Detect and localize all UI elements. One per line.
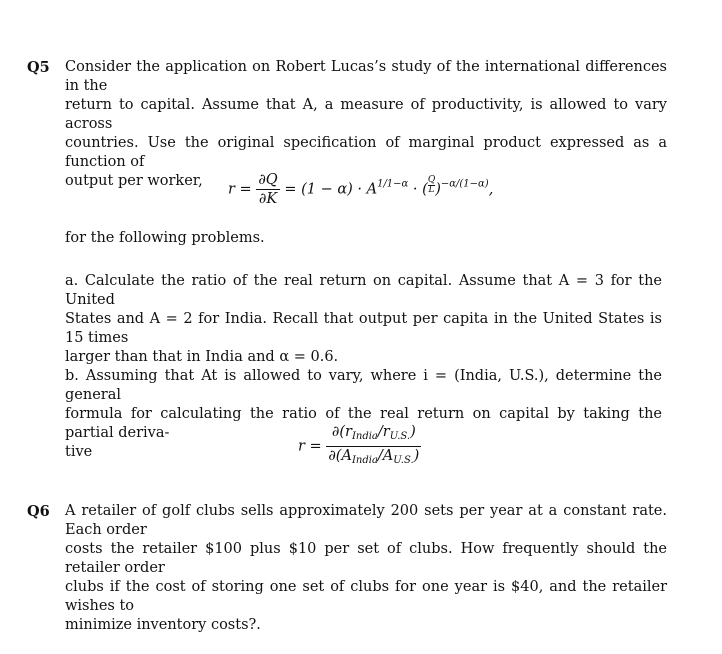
q5-line-1: Consider the application on Robert Lucas’s study of the international differences in the	[65, 59, 667, 94]
equation-marginal-product	[228, 171, 493, 208]
eq1-exponent-a: 1/1−α	[377, 178, 409, 190]
eq2-den-a: ∂(A	[328, 448, 352, 464]
q5-line-2: return to capital. Assume that A, a measure of productivity, is allowed to vary across	[65, 97, 667, 132]
eq2-fraction	[326, 423, 421, 470]
eq1-q: Q	[427, 174, 436, 185]
eq1-exponent-b: −α/(1−α)	[440, 178, 489, 190]
eq1-paren-open: (	[422, 181, 428, 198]
part-a-line-1: a. Calculate the ratio of the real return on capital. Assume that A = 3 for the United	[65, 273, 662, 308]
eq1-middle: = (1 − α) · A	[284, 181, 378, 198]
eq2-lhs: r =	[298, 438, 322, 455]
eq2-num-sub-india: India	[351, 431, 378, 442]
eq1-numerator: ∂Q	[258, 172, 278, 188]
eq2-den-sub-india: India	[351, 455, 378, 466]
equation-partial-derivative	[298, 423, 421, 470]
part-a-line-2: States and A = 2 for India. Recall that output per capita in the United States is 15 times	[65, 311, 662, 346]
question-5-number: Q5	[27, 59, 50, 76]
q5-line-4: output per worker,	[65, 173, 203, 189]
eq1-paren-close: )	[435, 181, 441, 198]
eq1-tail: ,	[488, 181, 494, 198]
eq2-den-c: )	[413, 448, 420, 464]
eq2-num-a: ∂(r	[331, 424, 352, 440]
eq1-denominator: ∂K	[258, 191, 278, 207]
eq2-num-b: /r	[377, 424, 390, 440]
eq1-dot: ·	[412, 181, 418, 198]
eq2-num-c: )	[410, 424, 416, 440]
part-a-line-3: larger than that in India and α = 0.6.	[65, 349, 339, 365]
part-b-line-2: formula for calculating the ratio of the real return on capital by taking the partial deriva-	[65, 406, 662, 441]
eq1-derivative	[256, 171, 279, 208]
eq2-num-sub-us: U.S.	[389, 431, 411, 442]
eq2-den-b: /A	[377, 448, 394, 464]
q5-line-3: countries. Use the original specification of marginal product expressed as a function of	[65, 135, 667, 170]
question-6-text	[65, 502, 667, 635]
q6-line-1: A retailer of golf clubs sells approximately 200 sets per year at a constant rate. Each order	[65, 503, 667, 538]
q6-line-3: clubs if the cost of storing one set of clubs for one year is $40, and the retailer wishes to	[65, 579, 667, 614]
q6-line-2: costs the retailer $100 plus $10 per set of clubs. How frequently should the retailer order	[65, 541, 667, 576]
eq1-lhs: r =	[228, 181, 252, 198]
q5-after-equation: for the following problems.	[65, 230, 265, 246]
question-6	[27, 502, 667, 635]
eq2-denominator	[326, 447, 421, 470]
question-6-number: Q6	[27, 503, 50, 520]
q6-line-4: minimize inventory costs?.	[65, 617, 261, 633]
eq2-den-sub-us: U.S.	[393, 455, 414, 466]
part-b-line-3: tive	[65, 444, 93, 460]
eq1-l: L	[428, 184, 435, 195]
part-b-line-1: b. Assuming that At is allowed to vary, where i = (India, U.S.), determine the general	[65, 368, 662, 403]
eq2-numerator	[326, 423, 421, 447]
